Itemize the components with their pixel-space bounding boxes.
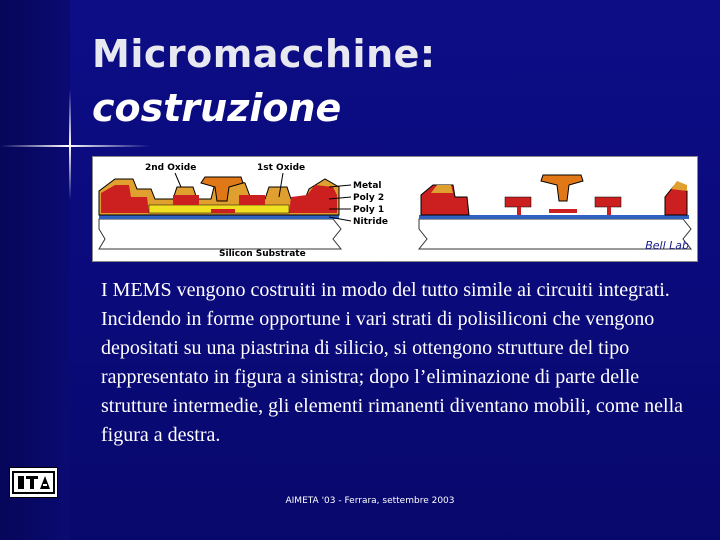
label-oxide1: 1st Oxide (257, 163, 306, 173)
slide-body-text: I MEMS vengono costruiti in modo del tutto simile ai circuiti integrati. Incidendo in forme opportune i vari strati di polisiliconi che vengono depositati su una piastrina di silicio, si ottengono strutture del tipo rappresentato in figura a sinistra; dopo l’eliminazione di parte delle strutture intermedie, gli elementi rimanenti diventano mobili, come nella figura a destra. (101, 279, 684, 446)
aimeta-logo (9, 467, 58, 498)
left-cross-section (99, 163, 388, 259)
released-metal-y (541, 175, 583, 201)
nitride-layer (99, 215, 339, 219)
right-cross-section (419, 175, 691, 249)
leader-oxide2 (175, 173, 181, 187)
label-poly1: Poly 1 (353, 205, 385, 215)
released-beam-2 (595, 197, 621, 207)
logo-mark (10, 468, 57, 497)
released-post-1 (517, 207, 521, 215)
poly-anchor-2 (239, 195, 265, 205)
slide-footer: AIMETA '03 - Ferrara, settembre 2003 (285, 496, 455, 506)
poly-center-pad (211, 209, 235, 213)
nitride-right (419, 215, 689, 219)
sparkle-vertical (69, 90, 71, 200)
label-substrate: Silicon Substrate (219, 249, 306, 259)
mems-cross-section-diagram (93, 157, 697, 261)
slide-title: Micromacchine: (92, 32, 436, 76)
poly-anchor-1 (173, 195, 199, 205)
released-beam-1 (505, 197, 531, 207)
silicon-substrate-shape (99, 219, 341, 249)
label-metal: Metal (353, 181, 382, 191)
sparkle-horizontal (0, 145, 150, 147)
label-poly2: Poly 2 (353, 193, 385, 203)
poly-right-block-right (665, 187, 687, 215)
mems-figure (92, 156, 698, 262)
slide-background (70, 0, 720, 540)
label-nitride: Nitride (353, 217, 388, 227)
released-post-2 (607, 207, 611, 215)
label-oxide2: 2nd Oxide (145, 163, 197, 173)
released-center-pad (549, 209, 577, 213)
figure-credit: Bell Lab (645, 239, 689, 252)
slide-subtitle: costruzione (92, 86, 342, 130)
slide-left-band (0, 0, 70, 540)
